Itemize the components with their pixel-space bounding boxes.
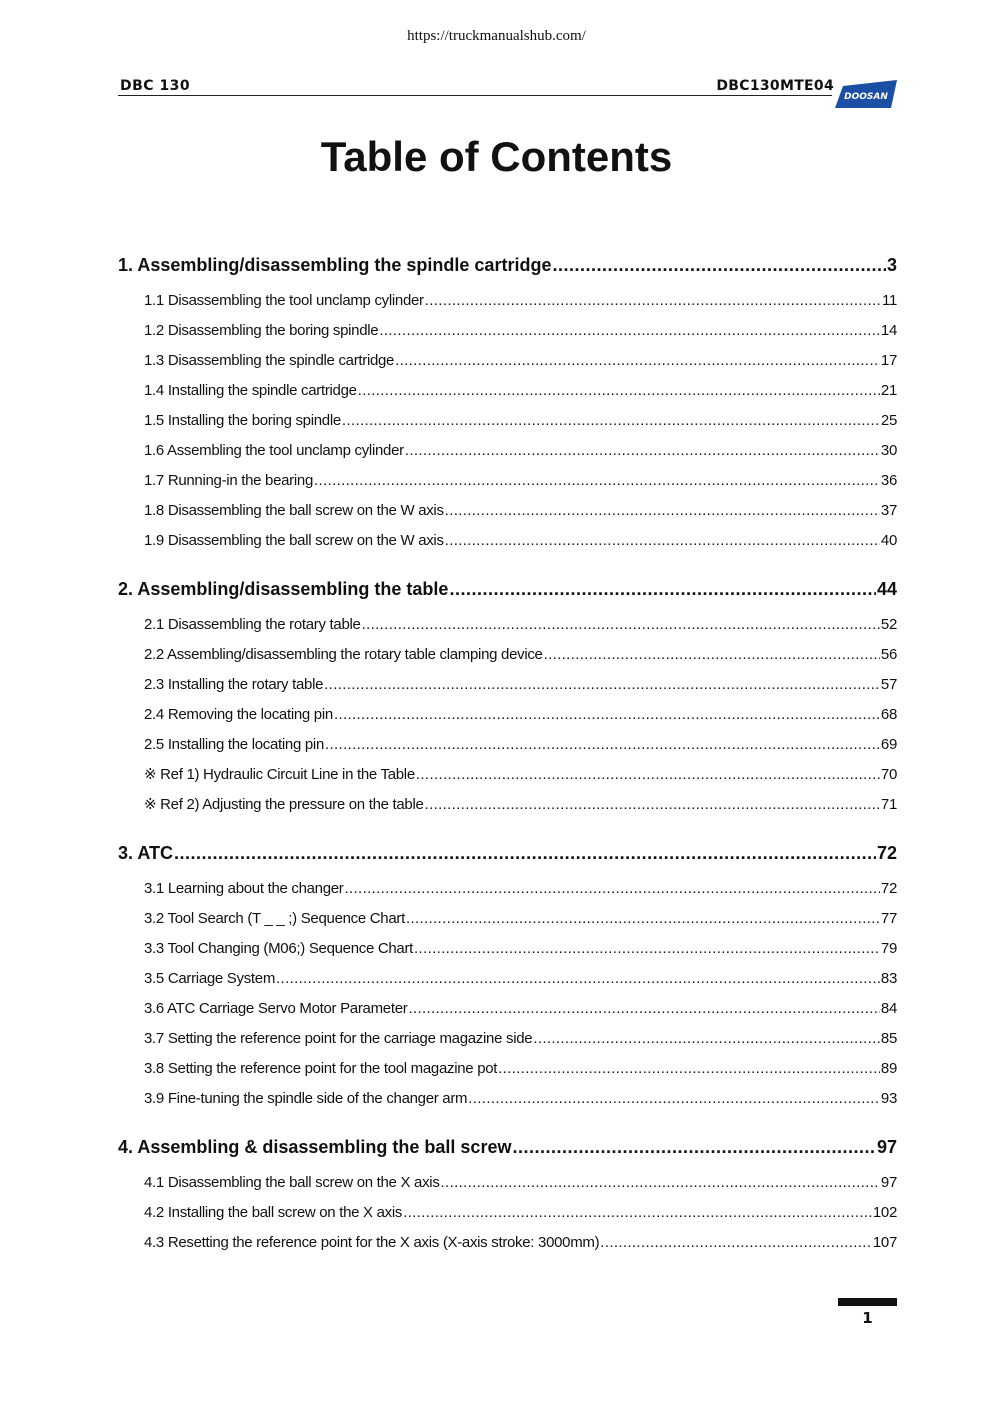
toc-entry-page: 37 — [880, 502, 897, 519]
dot-leader — [445, 526, 880, 556]
toc-chapter-entry[interactable] — [118, 250, 897, 280]
toc-subsection-entry[interactable] — [118, 316, 897, 346]
toc-subsection-entry[interactable] — [118, 874, 897, 904]
toc-subsection-entry[interactable] — [118, 496, 897, 526]
model-name: DBC 130 — [120, 78, 191, 94]
toc-entry-page: 97 — [880, 1174, 897, 1191]
dot-leader — [395, 346, 880, 376]
dot-leader — [379, 316, 880, 346]
dot-leader — [468, 1084, 880, 1114]
toc-subsection-entry[interactable] — [118, 964, 897, 994]
dot-leader — [362, 610, 880, 640]
page-title: Table of Contents — [320, 133, 673, 180]
toc-entry-page: 69 — [880, 736, 897, 753]
toc-subsection-entry[interactable] — [118, 730, 897, 760]
toc-entry-title: 1.4 Installing the spindle cartridge — [144, 382, 357, 399]
toc-subsection-entry[interactable] — [118, 934, 897, 964]
toc-chapter-entry[interactable] — [118, 838, 897, 868]
toc-entry-page: 72 — [880, 880, 897, 897]
toc-entry-page: 68 — [880, 706, 897, 723]
toc-entry-title: ※ Ref 1) Hydraulic Circuit Line in the Table — [144, 766, 415, 783]
toc-entry-page: 56 — [880, 646, 897, 663]
toc-entry-page: 93 — [880, 1090, 897, 1107]
dot-leader — [425, 790, 880, 820]
doosan-logo — [835, 80, 897, 108]
dot-leader — [345, 874, 880, 904]
dot-leader — [405, 436, 880, 466]
toc-entry-page: 71 — [880, 796, 897, 813]
toc-entry-page: 83 — [880, 970, 897, 987]
toc-entry-title: 1.5 Installing the boring spindle — [144, 412, 341, 429]
toc-subsection-entry[interactable] — [118, 1054, 897, 1084]
toc-entry-page: 72 — [876, 843, 897, 863]
dot-leader — [441, 1168, 880, 1198]
dot-leader — [498, 1054, 880, 1084]
toc-subsection-entry[interactable] — [118, 640, 897, 670]
dot-leader — [445, 496, 880, 526]
toc-entry-page: 107 — [872, 1234, 897, 1251]
toc-entry-title: 1.7 Running-in the bearing — [144, 472, 313, 489]
spacer — [118, 820, 897, 838]
toc-entry-page: 25 — [880, 412, 897, 429]
toc-subsection-entry[interactable] — [118, 670, 897, 700]
page-number-bar — [838, 1298, 897, 1306]
toc-entry-page: 52 — [880, 616, 897, 633]
toc-entry-title: 2.1 Disassembling the rotary table — [144, 616, 361, 633]
page-number: 1 — [862, 1309, 873, 1327]
toc-entry-page: 40 — [880, 532, 897, 549]
toc-section — [118, 1132, 897, 1258]
toc-entry-title: 2. Assembling/disassembling the table — [118, 579, 449, 599]
dot-leader — [403, 1198, 872, 1228]
page-header — [118, 78, 898, 98]
dot-leader — [416, 760, 880, 790]
toc-entry-title: 1.2 Disassembling the boring spindle — [144, 322, 379, 339]
toc-subsection-entry[interactable] — [118, 1084, 897, 1114]
toc-entry-page: 11 — [882, 292, 897, 309]
toc-subsection-entry[interactable] — [118, 1228, 897, 1258]
toc-entry-page: 36 — [880, 472, 897, 489]
toc-entry-title: 1.3 Disassembling the spindle cartridge — [144, 352, 395, 369]
toc-subsection-entry[interactable] — [118, 1198, 897, 1228]
dot-leader — [408, 994, 879, 1024]
toc-subsection-entry[interactable] — [118, 286, 897, 316]
toc-entry-title: 4.2 Installing the ball screw on the X axis — [144, 1204, 403, 1221]
toc-entry-title: 3.1 Learning about the changer — [144, 880, 344, 897]
toc-subsection-entry[interactable] — [118, 406, 897, 436]
toc-entry-title: 1.6 Assembling the tool unclamp cylinder — [144, 442, 404, 459]
toc-subsection-entry[interactable] — [118, 436, 897, 466]
dot-leader — [276, 964, 880, 994]
dot-leader — [324, 670, 880, 700]
spacer — [118, 1114, 897, 1132]
dot-leader — [174, 838, 876, 868]
toc-entry-title: 3.6 ATC Carriage Servo Motor Parameter — [144, 1000, 408, 1017]
toc-subsection-entry[interactable] — [118, 346, 897, 376]
dot-leader — [544, 640, 880, 670]
toc-subsection-entry[interactable] — [118, 994, 897, 1024]
toc-section — [118, 574, 897, 820]
toc-subsection-entry[interactable] — [118, 376, 897, 406]
dot-leader — [533, 1024, 880, 1054]
dot-leader — [342, 406, 880, 436]
toc-entry-page: 21 — [880, 382, 897, 399]
logo-text: DOOSAN — [844, 92, 888, 102]
toc-entry-page: 17 — [880, 352, 897, 369]
toc-entry-page: 77 — [880, 910, 897, 927]
toc-entry-page: 97 — [876, 1137, 897, 1157]
toc-subsection-entry[interactable] — [118, 1024, 897, 1054]
dot-leader — [512, 1132, 876, 1162]
toc-entry-page: 30 — [880, 442, 897, 459]
toc-chapter-entry[interactable] — [118, 574, 897, 604]
toc-subsection-entry[interactable] — [118, 610, 897, 640]
toc-entry-title: 2.2 Assembling/disassembling the rotary table clamping device — [144, 646, 543, 663]
toc-entry-title: 3. ATC — [118, 843, 174, 863]
toc-subsection-entry[interactable] — [118, 760, 897, 790]
toc-section — [118, 250, 897, 556]
toc-entry-title: ※ Ref 2) Adjusting the pressure on the table — [144, 796, 424, 813]
toc-entry-title: 2.3 Installing the rotary table — [144, 676, 324, 693]
dot-leader — [414, 934, 880, 964]
dot-leader — [358, 376, 880, 406]
dot-leader — [552, 250, 886, 280]
header-rule — [118, 95, 832, 96]
document-code: DBC130MTE04 — [716, 78, 834, 94]
dot-leader — [334, 700, 880, 730]
toc-entry-page: 44 — [876, 579, 897, 599]
toc-entry-page: 57 — [880, 676, 897, 693]
toc-entry-page: 70 — [880, 766, 897, 783]
toc-entry-title: 3.3 Tool Changing (M06;) Sequence Chart — [144, 940, 414, 957]
toc-entry-page: 102 — [872, 1204, 897, 1221]
toc-subsection-entry[interactable] — [118, 790, 897, 820]
spacer — [118, 556, 897, 574]
toc-entry-title: 4. Assembling & disassembling the ball screw — [118, 1137, 512, 1157]
toc-entry-page: 14 — [880, 322, 897, 339]
dot-leader — [406, 904, 880, 934]
toc-entry-page: 89 — [880, 1060, 897, 1077]
toc-entry-title: 1.9 Disassembling the ball screw on the W axis — [144, 532, 444, 549]
source-url: https://truckmanualshub.com/ — [407, 28, 586, 44]
toc-entry-title: 3.2 Tool Search (T _ _ ;) Sequence Chart — [144, 910, 405, 927]
toc-subsection-entry[interactable] — [118, 1168, 897, 1198]
dot-leader — [600, 1228, 872, 1258]
dot-leader — [325, 730, 880, 760]
toc-entry-title: 2.5 Installing the locating pin — [144, 736, 324, 753]
dot-leader — [314, 466, 880, 496]
toc-entry-title: 3.9 Fine-tuning the spindle side of the changer arm — [144, 1090, 468, 1107]
toc-entry-page: 85 — [880, 1030, 897, 1047]
toc-subsection-entry[interactable] — [118, 904, 897, 934]
toc-entry-title: 2.4 Removing the locating pin — [144, 706, 333, 723]
toc-entry-title: 4.3 Resetting the reference point for the X axis (X-axis stroke: 3000mm) — [144, 1234, 600, 1251]
toc-section — [118, 838, 897, 1114]
toc-entry-title: 4.1 Disassembling the ball screw on the X axis — [144, 1174, 440, 1191]
dot-leader — [449, 574, 876, 604]
dot-leader — [425, 286, 881, 316]
table-of-contents — [118, 250, 897, 1258]
toc-entry-title: 3.7 Setting the reference point for the carriage magazine side — [144, 1030, 533, 1047]
toc-entry-title: 1.8 Disassembling the ball screw on the W axis — [144, 502, 444, 519]
toc-entry-title: 3.5 Carriage System — [144, 970, 276, 987]
toc-entry-title: 3.8 Setting the reference point for the tool magazine pot — [144, 1060, 498, 1077]
toc-entry-page: 79 — [880, 940, 897, 957]
toc-subsection-entry[interactable] — [118, 526, 897, 556]
toc-entry-page: 3 — [886, 255, 897, 275]
toc-entry-title: 1.1 Disassembling the tool unclamp cylinder — [144, 292, 424, 309]
toc-subsection-entry[interactable] — [118, 700, 897, 730]
toc-subsection-entry[interactable] — [118, 466, 897, 496]
toc-entry-title: 1. Assembling/disassembling the spindle cartridge — [118, 255, 552, 275]
toc-chapter-entry[interactable] — [118, 1132, 897, 1162]
toc-entry-page: 84 — [880, 1000, 897, 1017]
